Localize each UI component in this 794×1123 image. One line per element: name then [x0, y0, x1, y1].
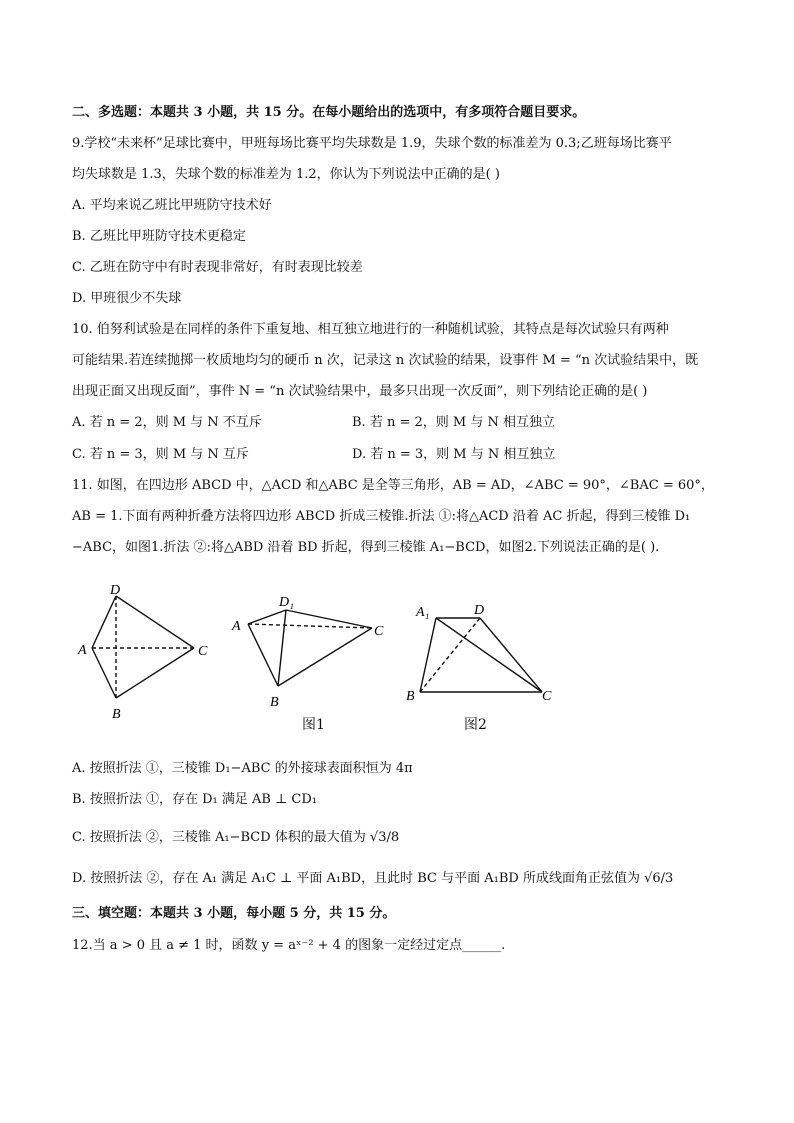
vertex-label-d1: D₁	[279, 595, 294, 610]
q10-option-a: A. 若 n = 2，则 M 与 N 不互斥	[72, 415, 262, 430]
edge-d1a	[248, 610, 286, 624]
edge-cb	[116, 648, 194, 698]
edge-ab	[248, 624, 278, 686]
vertex-label-a: A	[232, 619, 241, 634]
figure-quadrilateral	[76, 578, 216, 724]
q9-option-c: C. 乙班在防守中有时表现非常好，有时表现比较差	[72, 260, 363, 275]
q11-option-a: A. 按照折法 ①，三棱锥 D₁−ABC 的外接球表面积恒为 4π	[72, 761, 413, 776]
q11-option-d: D. 按照折法 ②，存在 A₁ 满足 A₁C ⊥ 平面 A₁BD，且此时 BC 与平面 A₁BD 所成线面角正弦值为 √6/3	[72, 871, 674, 886]
section2-heading: 二、多选题：本题共 3 小题，共 15 分。在每小题给出的选项中，有多项符合题目要求。	[72, 105, 586, 120]
q9-option-a: A. 平均来说乙班比甲班防守技术好	[72, 198, 272, 213]
q10-option-d: D. 若 n = 3，则 M 与 N 相互独立	[352, 447, 556, 462]
vertex-label-c: C	[374, 624, 384, 639]
section3-heading: 三、填空题：本题共 3 小题，每小题 5 分，共 15 分。	[72, 906, 396, 921]
q11-option-b: B. 按照折法 ①，存在 D₁ 满足 AB ⊥ CD₁	[72, 792, 317, 807]
vertex-label-b: B	[112, 707, 121, 722]
q10-stem-line1: 10. 伯努利试验是在同样的条件下重复地、相互独立地进行的一种随机试验，其特点是每次试验只有两种	[72, 322, 669, 337]
edge-ab	[92, 648, 116, 698]
q12-stem: 12.当 a > 0 且 a ≠ 1 时，函数 y = aˣ⁻² + 4 的图象一定经过定点______.	[72, 938, 506, 953]
figure-1-caption: 图1	[302, 717, 325, 733]
vertex-label-a: A	[78, 643, 87, 658]
edge-bd-dashed	[420, 618, 480, 692]
vertex-label-a1: A₁	[416, 605, 430, 620]
edge-a1b	[420, 618, 436, 692]
vertex-label-b: B	[270, 695, 279, 710]
figure-1	[228, 588, 400, 712]
q9-stem-line2: 均失球数是 1.3，失球个数的标准差为 1.2，你认为下列说法中正确的是( )	[72, 167, 500, 182]
q10-stem-line3: 出现正面又出现反面”，事件 N = “n 次试验结果中，最多只出现一次反面”，则下列结论正确的是( )	[72, 384, 648, 399]
figure-2	[402, 596, 562, 708]
q10-option-b: B. 若 n = 2，则 M 与 N 相互独立	[352, 415, 555, 430]
vertex-label-c: C	[542, 689, 552, 704]
q11-stem-line2: AB = 1.下面有两种折叠方法将四边形 ABCD 折成三棱锥.折法 ①:将△ACD 沿着 AC 折起，得到三棱锥 D₁	[72, 509, 691, 524]
figure-2-caption: 图2	[464, 717, 487, 733]
edge-d1b	[278, 610, 286, 686]
q9-option-b: B. 乙班比甲班防守技术更稳定	[72, 229, 246, 244]
edge-dc	[116, 596, 194, 648]
q11-option-c: C. 按照折法 ②，三棱锥 A₁−BCD 体积的最大值为 √3/8	[72, 830, 400, 845]
vertex-label-b: B	[406, 689, 415, 704]
q10-option-c: C. 若 n = 3，则 M 与 N 互斥	[72, 447, 249, 462]
vertex-label-c: C	[198, 644, 208, 659]
vertex-label-d: D	[110, 583, 121, 598]
q9-option-d: D. 甲班很少不失球	[72, 291, 182, 306]
edge-cb	[278, 628, 372, 686]
vertex-label-d: D	[474, 603, 485, 618]
q9-stem-line1: 9.学校“未来杯”足球比赛中，甲班每场比赛平均失球数是 1.9，失球个数的标准差为 0.3;乙班每场比赛平	[72, 136, 672, 151]
q11-stem-line3: −ABC，如图1.折法 ②:将△ABD 沿着 BD 折起，得到三棱锥 A₁−BCD，如图2.下列说法正确的是( ).	[72, 540, 660, 555]
q10-stem-line2: 可能结果.若连续抛掷一枚质地均匀的硬币 n 次，记录这 n 次试验的结果，设事件 M = “n 次试验结果中，既	[72, 353, 699, 368]
edge-da	[92, 596, 116, 648]
q11-stem-line1: 11. 如图，在四边形 ABCD 中，△ACD 和△ABC 是全等三角形，AB = AD，∠ABC = 90°，∠BAC = 60°，	[72, 478, 714, 493]
